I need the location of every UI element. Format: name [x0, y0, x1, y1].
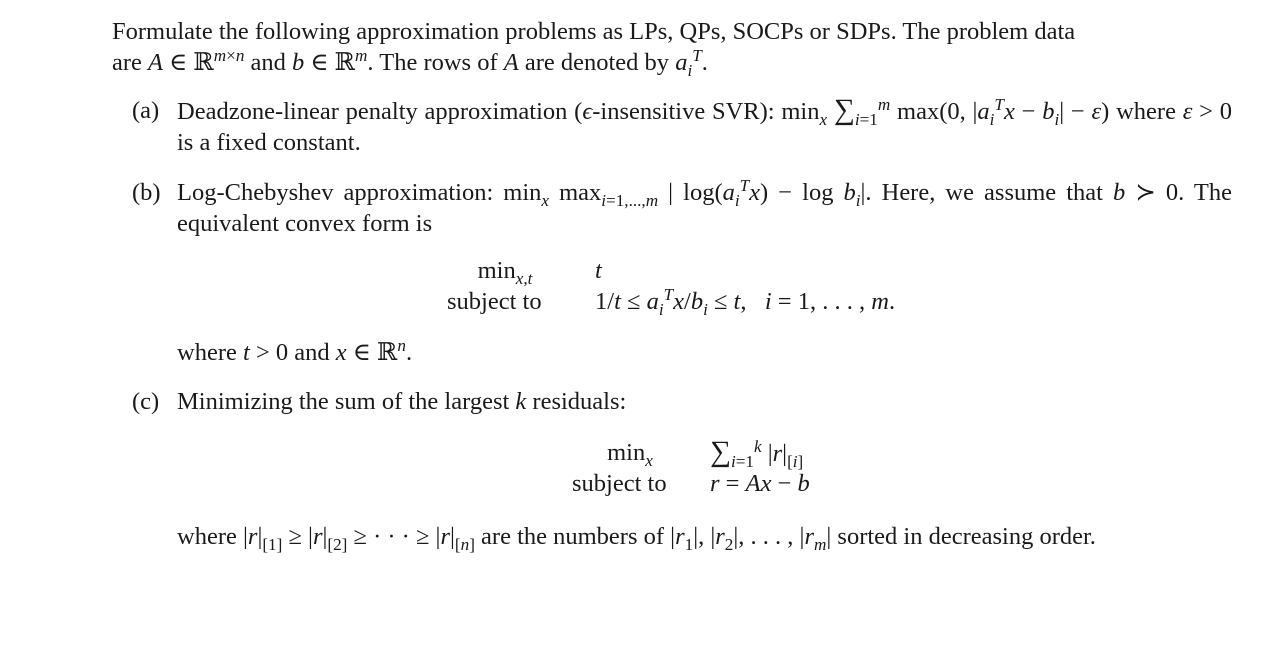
item-b-after-text: where t > 0 and x ∈ ℝ$^n$. [177, 335, 413, 366]
intro-paragraph [112, 16, 1232, 78]
item-c-constraint-expr: r = Ax − b [710, 470, 810, 497]
item-b [112, 177, 1232, 368]
intro-line-1: Formulate the following approximation problems as LPs, QPs, SOCPs or SDPs. The problem data [112, 18, 1076, 45]
item-b-problem [177, 255, 1232, 319]
item-c-constraint-label: subject to [572, 470, 667, 497]
intro-line-2: are A ∈ ℝ$^{m\times n}$ and b ∈ ℝ$^m$. The rows of A are denoted by $a_i^T$. [112, 45, 708, 80]
item-b-text: Log-Chebyshev approximation: $\min_x \max_{i=1,...,m}$ | $\log(a_i^Tx) - \log b_i|$. Here, we assume that b ≻ 0. The equivalent convex form is [177, 175, 1232, 237]
item-a [112, 95, 1232, 158]
item-c-label: (c) [132, 388, 160, 415]
item-c-problem [177, 437, 1232, 501]
item-c-after-text: where $|r|_{[1]} \ge |r|_{[2]}$ ≥ · · · ≥ $|r|_{[n]}$ are the numbers of $|r_1|$, $|r_2|$, . . . , $|r_m|$ sorted in decreasing order. [177, 523, 1096, 554]
item-c-text: Minimizing the sum of the largest k residuals: [177, 388, 627, 415]
item-c-objective-expr: $\sum_{i=1}^k$ $|r|_{[i]}$ [710, 436, 804, 471]
item-b-objective-label: $\min_{x,t}$ [477, 257, 533, 288]
item-b-constraint-expr: $1/t \le a_i^Tx/b_i \le t$, i = 1, . . . , m. [595, 284, 896, 319]
item-b-label: (b) [132, 179, 161, 206]
item-a-label: (a) [132, 97, 160, 124]
item-c-objective-label: $\min_x$ [607, 439, 653, 470]
item-b-constraint-label: subject to [447, 288, 542, 315]
item-b-objective-expr: t [595, 257, 602, 284]
problem-statement [112, 16, 1232, 552]
item-c [112, 386, 1232, 552]
item-a-text: Deadzone-linear penalty approximation (ϵ-insensitive SVR): $\min_x \sum_{i=1}^m$ max(0, $|a_i^Tx - b_i| - \varepsilon$) where ε > 0 is a fixed constant. [177, 94, 1233, 156]
